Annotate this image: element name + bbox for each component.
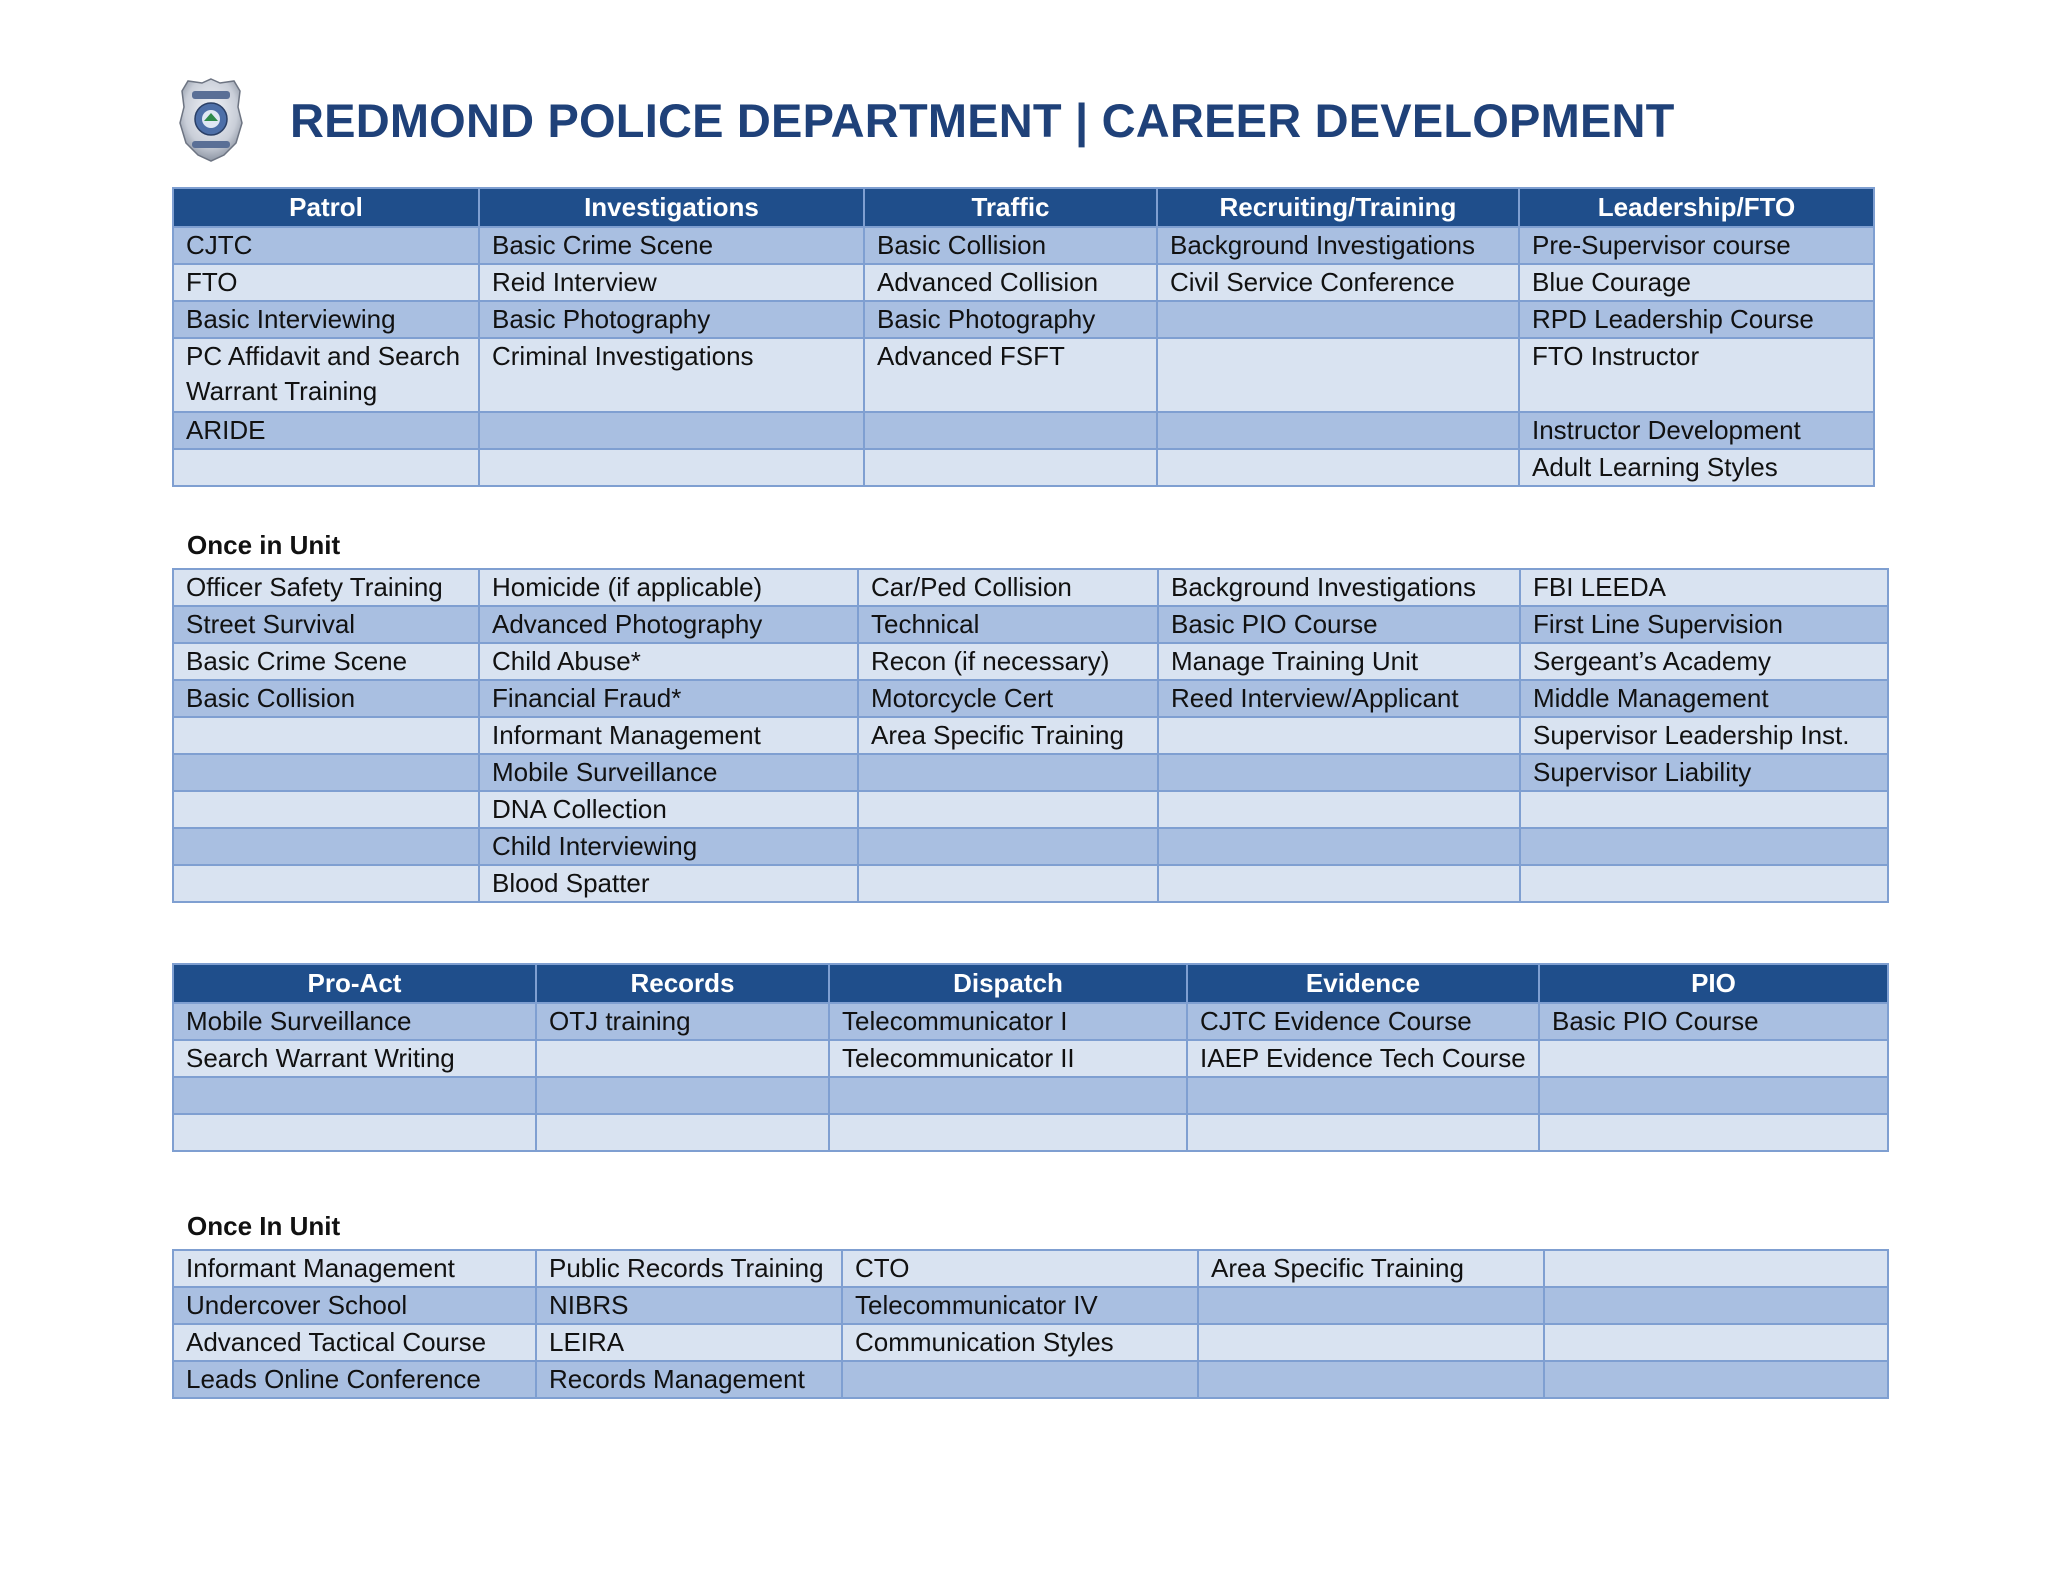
table-row — [173, 569, 1888, 606]
career-table-once-in-unit-2 — [172, 1249, 1889, 1399]
column-header-dispatch: Dispatch — [829, 964, 1187, 1003]
column-header-patrol: Patrol — [173, 188, 479, 227]
table-cell — [173, 1077, 536, 1114]
table-cell — [1544, 1287, 1888, 1324]
column-header-pio: PIO — [1539, 964, 1888, 1003]
table-cell — [858, 828, 1158, 865]
career-table-secondary — [172, 963, 1889, 1152]
column-header-leadership-fto: Leadership/FTO — [1519, 188, 1874, 227]
table-row — [173, 828, 1888, 865]
table-cell: Basic PIO Course — [1158, 606, 1520, 643]
table-cell: Mobile Surveillance — [173, 1003, 536, 1040]
table-cell: Criminal Investigations — [479, 338, 864, 412]
table-cell: Pre-Supervisor course — [1519, 227, 1874, 264]
table-cell — [1158, 717, 1520, 754]
table-cell: PC Affidavit and Search Warrant Training — [173, 338, 479, 412]
table-cell: Reid Interview — [479, 264, 864, 301]
table-row — [173, 1003, 1888, 1040]
table-cell: Background Investigations — [1158, 569, 1520, 606]
table-cell: Area Specific Training — [858, 717, 1158, 754]
table-cell — [1544, 1250, 1888, 1287]
table-cell: Advanced Collision — [864, 264, 1157, 301]
table-cell — [1198, 1361, 1544, 1398]
table-cell: Advanced FSFT — [864, 338, 1157, 412]
section-label-once-in-unit-2: Once In Unit — [187, 1211, 341, 1241]
page-header — [178, 70, 1675, 170]
table-cell — [1157, 301, 1519, 338]
table-cell: Homicide (if applicable) — [479, 569, 858, 606]
table-cell: Car/Ped Collision — [858, 569, 1158, 606]
table-cell: NIBRS — [536, 1287, 842, 1324]
table-cell: CJTC — [173, 227, 479, 264]
table-cell — [1158, 791, 1520, 828]
table-row — [173, 643, 1888, 680]
table-cell — [173, 865, 479, 902]
table-cell: Basic Interviewing — [173, 301, 479, 338]
table-row — [173, 717, 1888, 754]
table-row — [173, 301, 1874, 338]
table-row — [173, 791, 1888, 828]
table-cell — [1157, 412, 1519, 449]
table-cell — [1198, 1287, 1544, 1324]
table-cell — [1544, 1361, 1888, 1398]
table-cell: Civil Service Conference — [1157, 264, 1519, 301]
page-title: REDMOND POLICE DEPARTMENT | CAREER DEVELOPMENT — [290, 93, 1675, 147]
table-cell: Technical — [858, 606, 1158, 643]
column-header-pro-act: Pro-Act — [173, 964, 536, 1003]
table-row — [173, 1114, 1888, 1151]
table-row — [173, 680, 1888, 717]
table-row — [173, 227, 1874, 264]
table-cell: CTO — [842, 1250, 1198, 1287]
table-row — [173, 1287, 1888, 1324]
career-table-once-in-unit — [172, 568, 1889, 903]
table-cell — [1158, 865, 1520, 902]
table-cell — [1520, 828, 1888, 865]
table-cell: Informant Management — [479, 717, 858, 754]
table-row — [173, 1040, 1888, 1077]
table-row — [173, 1324, 1888, 1361]
table-cell — [829, 1114, 1187, 1151]
table-cell: Middle Management — [1520, 680, 1888, 717]
table-cell: Officer Safety Training — [173, 569, 479, 606]
table-cell: Basic Photography — [479, 301, 864, 338]
table-cell — [536, 1040, 829, 1077]
table-cell: Basic Collision — [173, 680, 479, 717]
table-cell: Blue Courage — [1519, 264, 1874, 301]
table-header-row — [173, 964, 1888, 1003]
table-cell: Basic Collision — [864, 227, 1157, 264]
table-cell: First Line Supervision — [1520, 606, 1888, 643]
table-cell: Advanced Tactical Course — [173, 1324, 536, 1361]
table-cell: DNA Collection — [479, 791, 858, 828]
table-cell: Sergeant’s Academy — [1520, 643, 1888, 680]
table-row — [173, 606, 1888, 643]
table-cell: RPD Leadership Course — [1519, 301, 1874, 338]
table-cell — [858, 754, 1158, 791]
column-header-evidence: Evidence — [1187, 964, 1539, 1003]
table-cell: OTJ training — [536, 1003, 829, 1040]
table-row — [173, 449, 1874, 486]
table-cell — [173, 1114, 536, 1151]
table-cell: Mobile Surveillance — [479, 754, 858, 791]
table-cell: Area Specific Training — [1198, 1250, 1544, 1287]
table-cell: Communication Styles — [842, 1324, 1198, 1361]
table-cell — [479, 412, 864, 449]
column-header-investigations: Investigations — [479, 188, 864, 227]
table-cell — [173, 828, 479, 865]
table-cell — [173, 754, 479, 791]
table-cell — [479, 449, 864, 486]
table-row — [173, 754, 1888, 791]
table-cell — [1187, 1114, 1539, 1151]
table-cell — [1544, 1324, 1888, 1361]
table-cell: Telecommunicator I — [829, 1003, 1187, 1040]
table-cell: Background Investigations — [1157, 227, 1519, 264]
table-cell: Manage Training Unit — [1158, 643, 1520, 680]
table-cell: Basic Crime Scene — [479, 227, 864, 264]
table-cell: Records Management — [536, 1361, 842, 1398]
table-cell — [858, 791, 1158, 828]
table-row — [173, 264, 1874, 301]
table-cell — [1539, 1114, 1888, 1151]
column-header-recruiting-training: Recruiting/Training — [1157, 188, 1519, 227]
table-cell — [1157, 449, 1519, 486]
table-cell: IAEP Evidence Tech Course — [1187, 1040, 1539, 1077]
table-cell: Informant Management — [173, 1250, 536, 1287]
table-cell: Undercover School — [173, 1287, 536, 1324]
table-cell: Advanced Photography — [479, 606, 858, 643]
police-badge-logo — [178, 77, 244, 163]
table-cell — [858, 865, 1158, 902]
table-cell — [1158, 828, 1520, 865]
table-cell: Supervisor Liability — [1520, 754, 1888, 791]
table-row — [173, 338, 1874, 412]
table-cell — [1198, 1324, 1544, 1361]
table-cell — [1539, 1040, 1888, 1077]
table-cell — [173, 717, 479, 754]
table-cell — [829, 1077, 1187, 1114]
table-cell: LEIRA — [536, 1324, 842, 1361]
table-cell — [1520, 791, 1888, 828]
table-cell: Financial Fraud* — [479, 680, 858, 717]
table-cell: Child Abuse* — [479, 643, 858, 680]
table-cell — [864, 449, 1157, 486]
career-table-primary — [172, 187, 1875, 487]
table-cell: Adult Learning Styles — [1519, 449, 1874, 486]
table-cell: Reed Interview/Applicant — [1158, 680, 1520, 717]
table-row — [173, 1250, 1888, 1287]
column-header-records: Records — [536, 964, 829, 1003]
table-row — [173, 865, 1888, 902]
table-cell: CJTC Evidence Course — [1187, 1003, 1539, 1040]
table-cell: Instructor Development — [1519, 412, 1874, 449]
table-cell — [536, 1114, 829, 1151]
table-cell: Supervisor Leadership Inst. — [1520, 717, 1888, 754]
table-cell: Street Survival — [173, 606, 479, 643]
table-cell: Recon (if necessary) — [858, 643, 1158, 680]
table-cell — [1158, 754, 1520, 791]
table-cell: Search Warrant Writing — [173, 1040, 536, 1077]
table-cell: ARIDE — [173, 412, 479, 449]
table-cell: Motorcycle Cert — [858, 680, 1158, 717]
table-cell — [1157, 338, 1519, 412]
table-cell — [842, 1361, 1198, 1398]
table-cell — [536, 1077, 829, 1114]
table-cell: Child Interviewing — [479, 828, 858, 865]
table-cell — [173, 791, 479, 828]
table-cell — [1187, 1077, 1539, 1114]
table-cell — [864, 412, 1157, 449]
table-cell — [1520, 865, 1888, 902]
table-cell — [1539, 1077, 1888, 1114]
table-row — [173, 1361, 1888, 1398]
column-header-traffic: Traffic — [864, 188, 1157, 227]
table-cell: Blood Spatter — [479, 865, 858, 902]
table-cell: Telecommunicator II — [829, 1040, 1187, 1077]
table-cell — [173, 449, 479, 486]
table-cell: FTO — [173, 264, 479, 301]
table-cell: Public Records Training — [536, 1250, 842, 1287]
table-cell: FTO Instructor — [1519, 338, 1874, 412]
table-cell: Basic PIO Course — [1539, 1003, 1888, 1040]
table-cell: Leads Online Conference — [173, 1361, 536, 1398]
table-row — [173, 1077, 1888, 1114]
table-row — [173, 412, 1874, 449]
table-cell: Telecommunicator IV — [842, 1287, 1198, 1324]
table-cell: FBI LEEDA — [1520, 569, 1888, 606]
table-header-row — [173, 188, 1874, 227]
table-cell: Basic Photography — [864, 301, 1157, 338]
section-label-once-in-unit: Once in Unit — [187, 530, 341, 560]
table-cell: Basic Crime Scene — [173, 643, 479, 680]
